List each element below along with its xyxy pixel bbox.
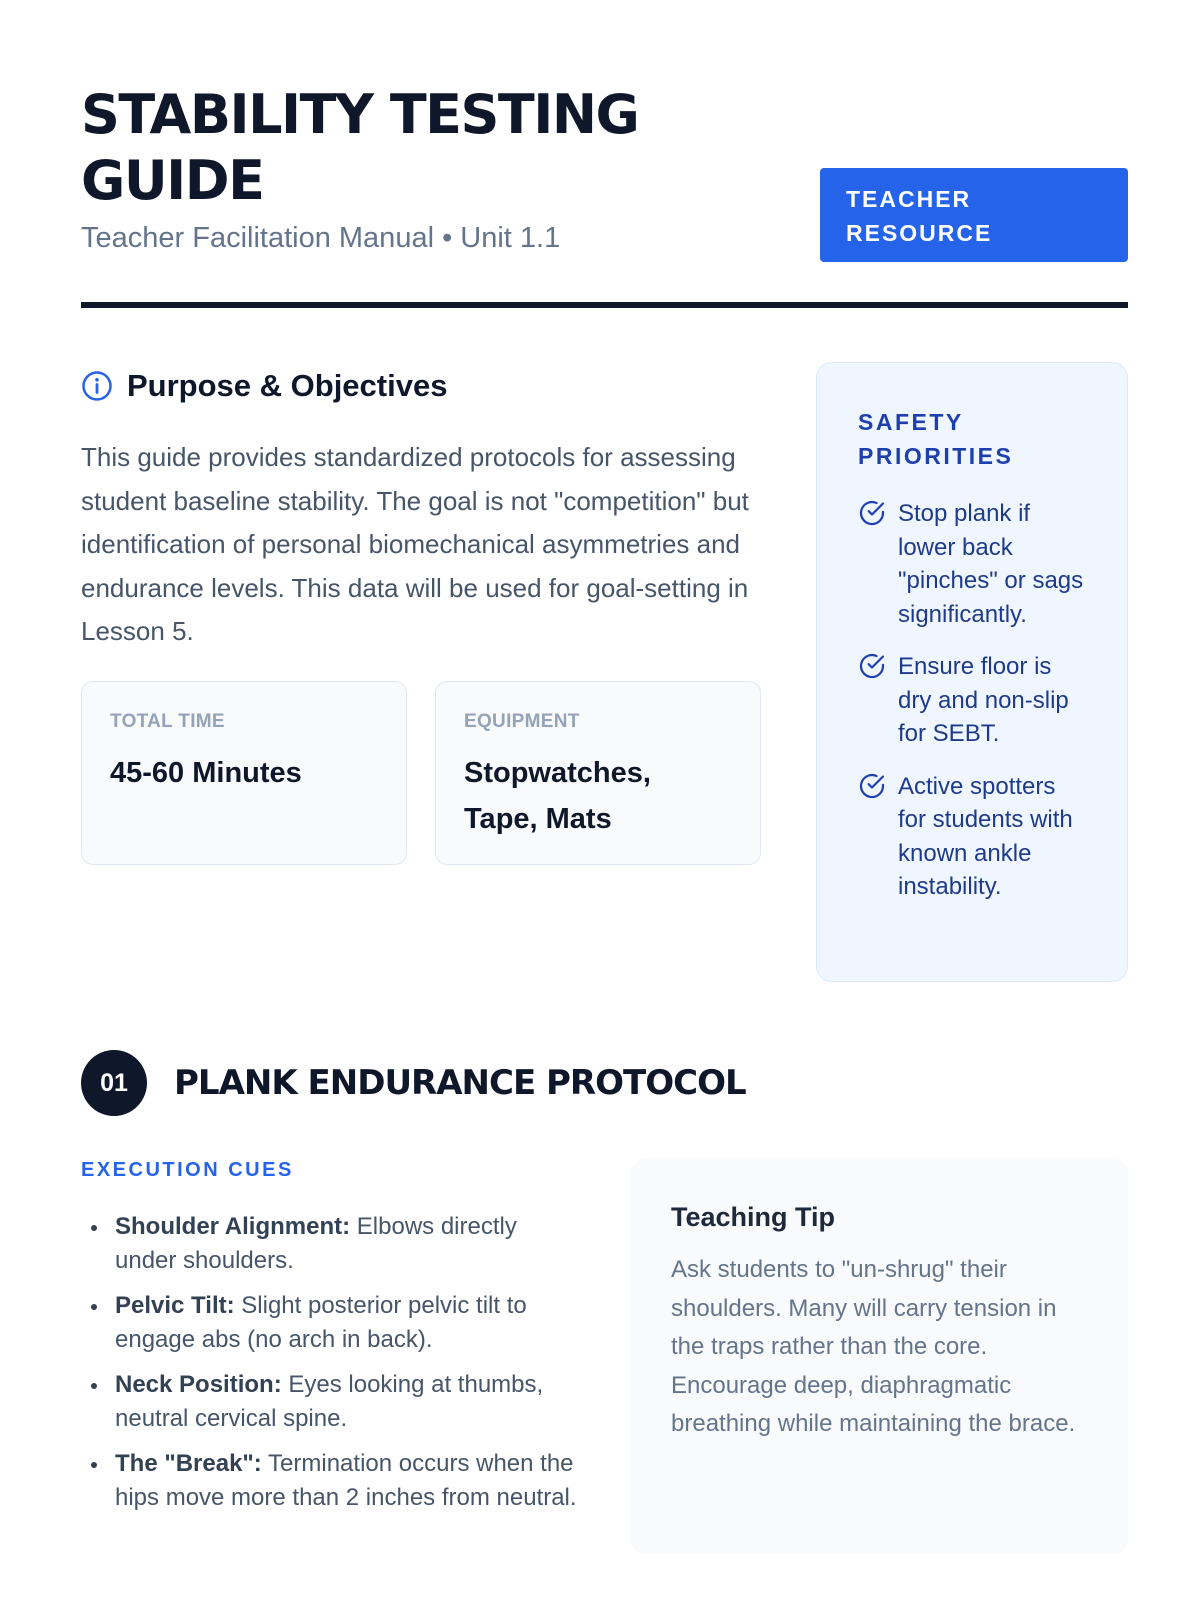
protocol-heading <box>81 1050 746 1116</box>
cue-text: Termination occurs when the hips move more than 2 inches from neutral. <box>115 1450 577 1511</box>
protocol-title: PLANK ENDURANCE PROTOCOL <box>174 1063 746 1103</box>
cue-key: Pelvic Tilt: <box>115 1292 235 1319</box>
safety-title: SAFETY PRIORITIES <box>858 409 1014 469</box>
check-circle-icon <box>858 499 886 527</box>
cue-key: Shoulder Alignment: <box>115 1213 351 1240</box>
cue-text: Eyes looking at thumbs, neutral cervical spine. <box>115 1371 544 1432</box>
purpose-heading <box>81 366 447 406</box>
stat-value: 45-60 Minutes <box>110 757 302 789</box>
safety-item-text: Stop plank if lower back "pinches" or sags significantly. <box>898 500 1084 628</box>
execution-cues-list <box>81 1210 581 1526</box>
stat-label: TOTAL TIME <box>110 711 225 732</box>
purpose-description: This guide provides standardized protocols for assessing student baseline stability. The goal is not "competition" but identification of personal biomechanical asymmetries and endurance levels. This data will be used for goal-setting in Lesson 5. <box>81 442 749 646</box>
cue-key: The "Break": <box>115 1450 262 1477</box>
info-icon <box>81 370 113 402</box>
teaching-tip-box <box>631 1159 1128 1554</box>
safety-item-text: Ensure floor is dry and non-slip for SEBT. <box>898 653 1069 747</box>
safety-priorities-box <box>816 362 1128 982</box>
safety-list <box>858 497 1087 904</box>
teacher-resource-badge: TEACHER RESOURCE <box>820 168 1128 262</box>
stat-card-total-time <box>81 681 407 865</box>
protocol-number-badge: 01 <box>81 1050 147 1116</box>
teaching-tip-text: Ask students to "un-shrug" their shoulders. Many will carry tension in the traps rather than the core. Encourage deep, diaphragmatic breathing while maintaining the brace. <box>671 1256 1076 1437</box>
safety-item-text: Active spotters for students with known ankle instability. <box>898 772 1073 900</box>
list-item <box>81 1368 581 1435</box>
cue-key: Neck Position: <box>115 1371 282 1398</box>
document-header <box>81 82 1128 308</box>
list-item <box>81 1289 581 1356</box>
document-title: STABILITY TESTING GUIDE <box>81 83 639 212</box>
safety-item <box>858 650 1087 751</box>
document-subtitle: Teacher Facilitation Manual • Unit 1.1 <box>81 222 561 254</box>
stat-label: EQUIPMENT <box>464 711 580 732</box>
safety-item <box>858 770 1087 904</box>
header-divider <box>81 302 1128 308</box>
execution-cues-label: EXECUTION CUES <box>81 1159 294 1181</box>
cue-text: Elbows directly under shoulders. <box>115 1213 517 1274</box>
cue-text: Slight posterior pelvic tilt to engage abs (no arch in back). <box>115 1292 527 1353</box>
stat-card-equipment <box>435 681 761 865</box>
check-circle-icon <box>858 772 886 800</box>
check-circle-icon <box>858 652 886 680</box>
purpose-title: Purpose & Objectives <box>127 368 448 403</box>
safety-item <box>858 497 1087 631</box>
teaching-tip-title: Teaching Tip <box>671 1202 836 1232</box>
document-page <box>81 0 1128 1600</box>
list-item <box>81 1447 581 1514</box>
stat-value: Stopwatches, Tape, Mats <box>464 757 651 835</box>
list-item <box>81 1210 581 1277</box>
